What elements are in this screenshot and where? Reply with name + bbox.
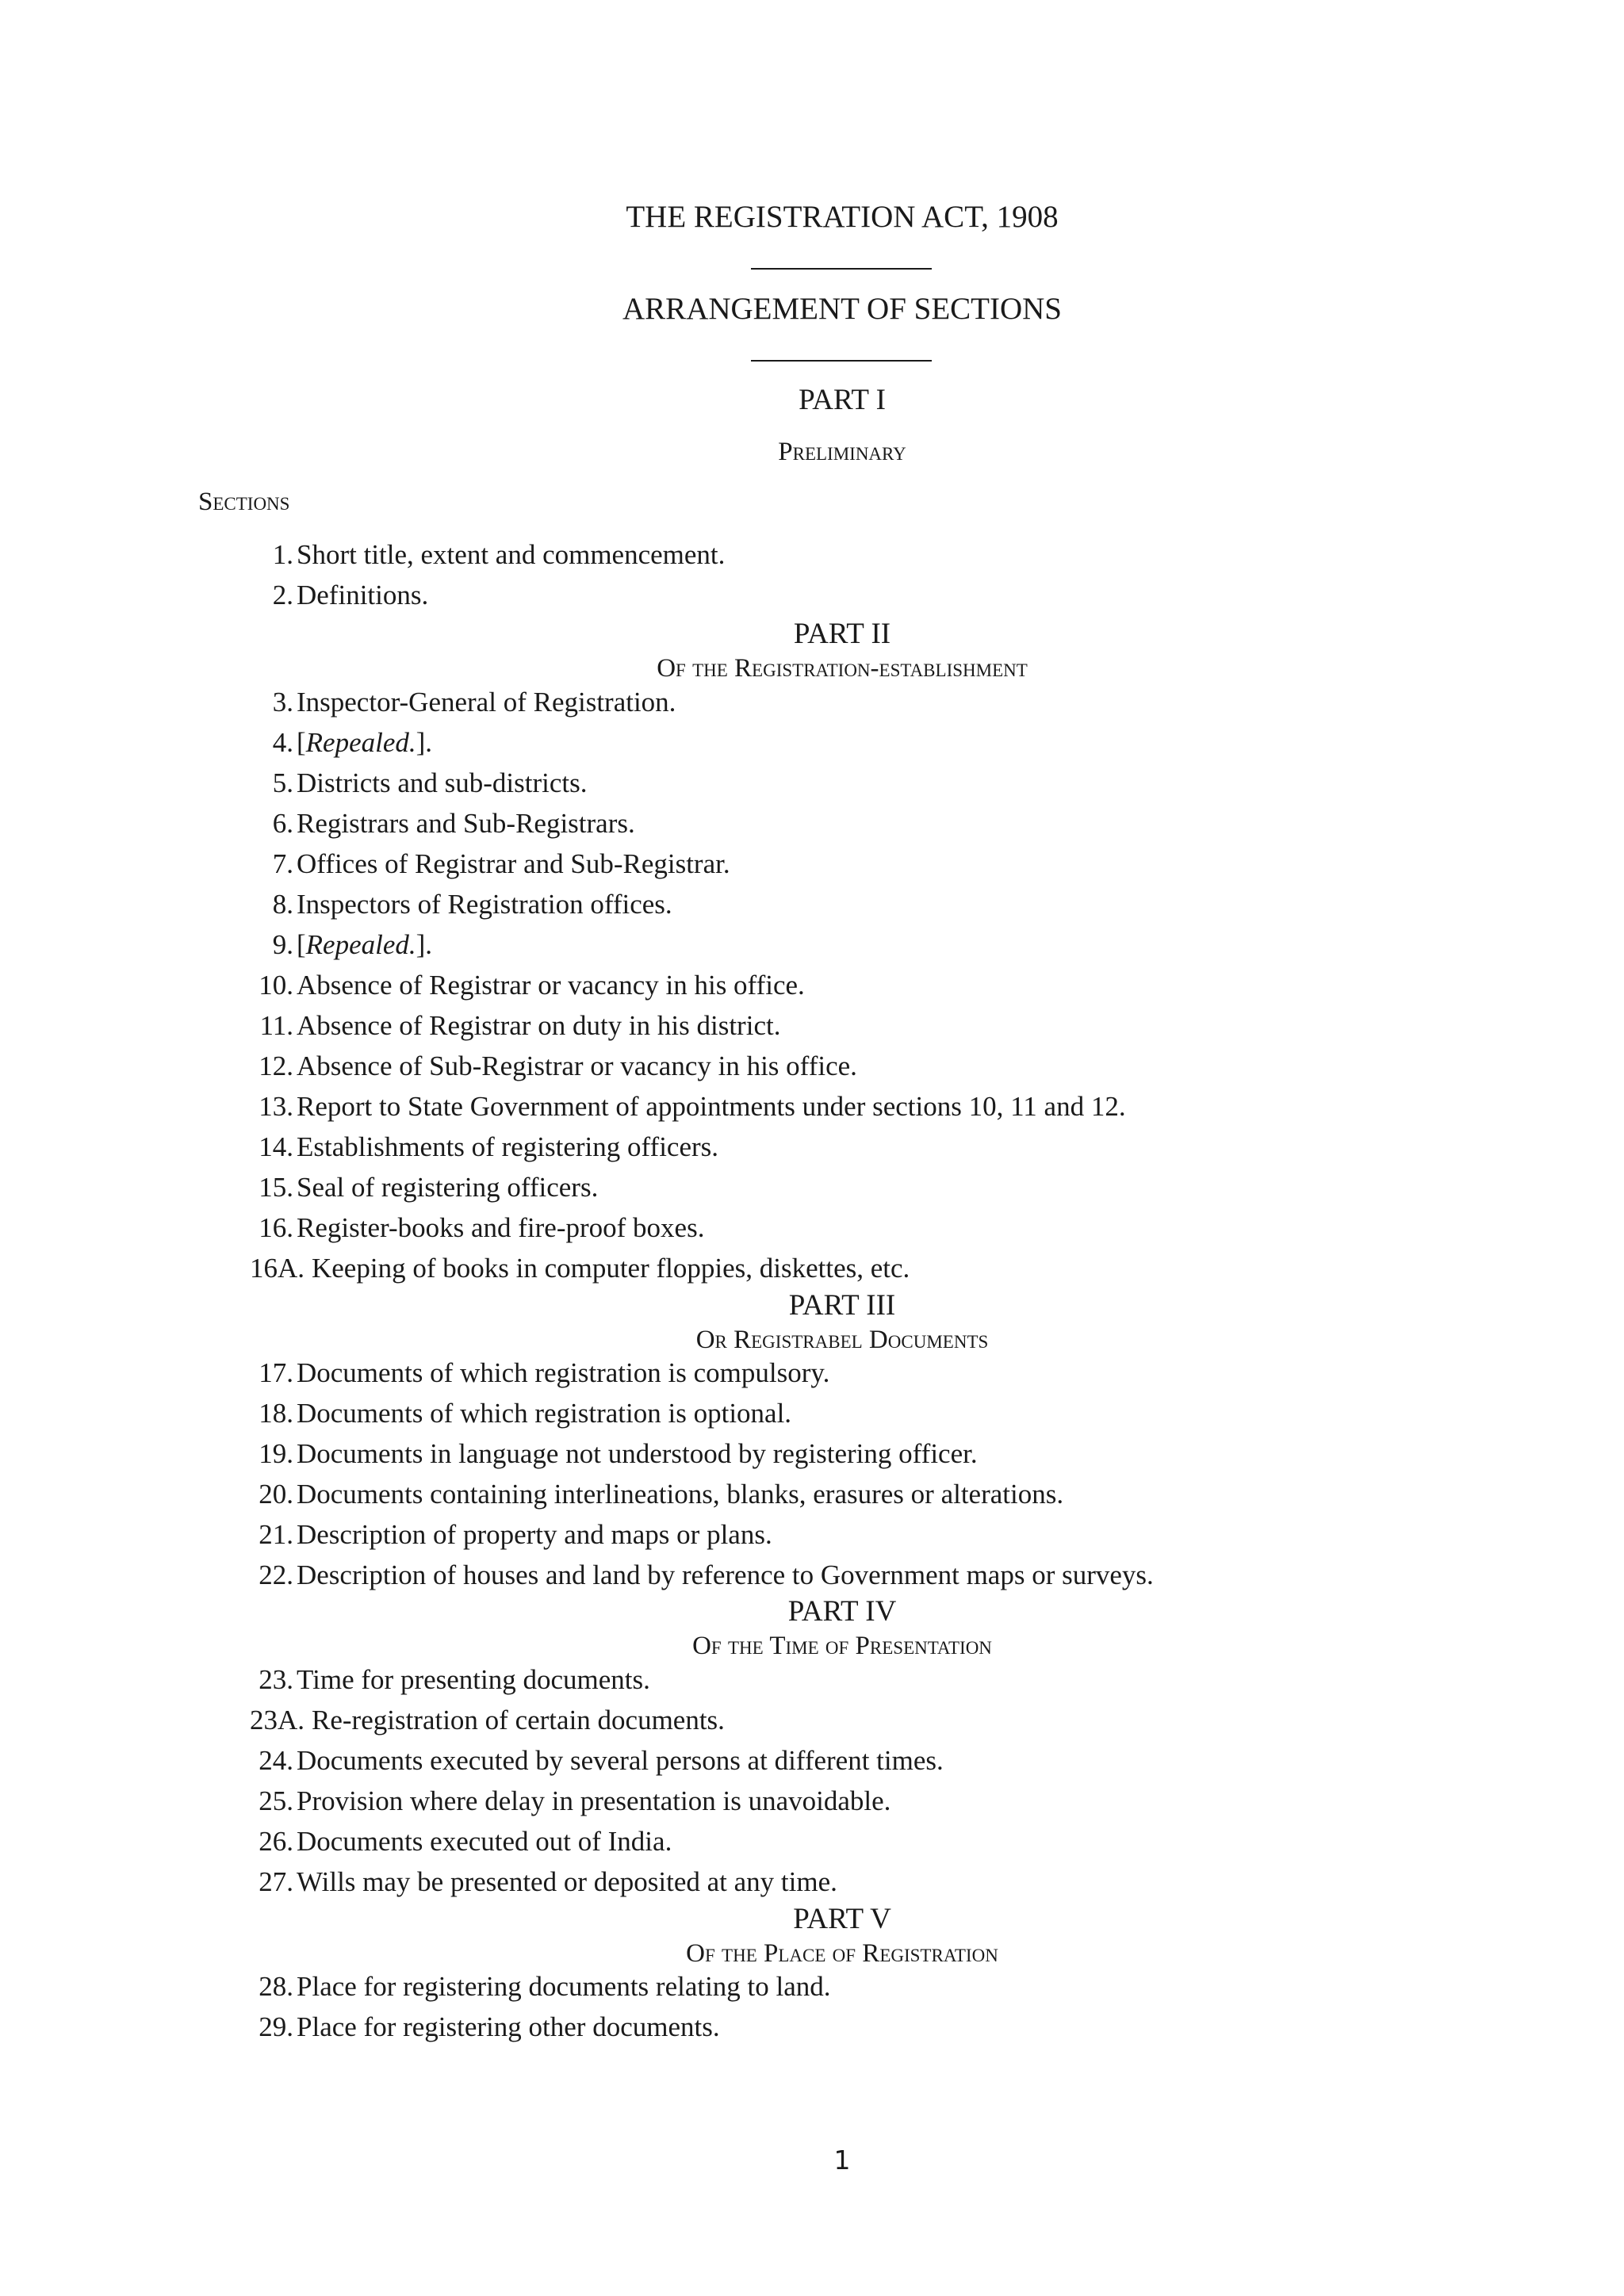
section-number: 2. bbox=[272, 580, 293, 610]
section-title: Documents of which registration is optional. bbox=[297, 1398, 792, 1429]
section-title: Place for registering other documents. bbox=[297, 2011, 720, 2042]
section-title: Documents containing interlineations, blanks, erasures or alterations. bbox=[297, 1479, 1064, 1510]
section-title: Inspectors of Registration offices. bbox=[297, 889, 672, 920]
section-number: 25. bbox=[259, 1785, 293, 1816]
section-title: Place for registering documents relating to land. bbox=[297, 1971, 831, 2002]
section-number: 16A. bbox=[250, 1253, 305, 1284]
section-title-italic: Repealed. bbox=[305, 727, 416, 758]
section-title: Keeping of books in computer floppies, diskettes, etc. bbox=[312, 1253, 910, 1284]
part-heading: PART II bbox=[793, 618, 891, 650]
section-number: 11. bbox=[259, 1010, 293, 1041]
section-title-italic: Repealed. bbox=[305, 929, 416, 960]
section-number: 13. bbox=[259, 1091, 293, 1122]
section-number: 28. bbox=[259, 1971, 293, 2002]
section-title: Re-registration of certain documents. bbox=[312, 1705, 725, 1735]
arrangement-heading: ARRANGEMENT OF SECTIONS bbox=[622, 292, 1062, 326]
act-title: THE REGISTRATION ACT, 1908 bbox=[626, 200, 1059, 234]
part-heading: PART III bbox=[788, 1289, 896, 1322]
page-number: 1 bbox=[833, 2145, 851, 2175]
section-title-open: [ bbox=[297, 929, 306, 960]
section-title: Documents executed by several persons at different times. bbox=[297, 1745, 944, 1776]
section-title: Wills may be presented or deposited at any time. bbox=[297, 1866, 837, 1897]
section-title: Report to State Government of appointments under sections 10, 11 and 12. bbox=[297, 1091, 1126, 1122]
section-number: 17. bbox=[259, 1357, 293, 1388]
section-title: Provision where delay in presentation is unavoidable. bbox=[297, 1785, 891, 1816]
section-number: 26. bbox=[259, 1826, 293, 1857]
section-number: 24. bbox=[259, 1745, 293, 1776]
section-number: 10. bbox=[259, 970, 293, 1001]
section-number: 21. bbox=[259, 1519, 293, 1550]
section-number: 27. bbox=[259, 1866, 293, 1897]
section-title: Short title, extent and commencement. bbox=[297, 539, 726, 570]
section-number: 3. bbox=[272, 687, 293, 718]
section-title: Inspector-General of Registration. bbox=[297, 687, 676, 718]
section-number: 18. bbox=[259, 1398, 293, 1429]
section-title: Description of property and maps or plans. bbox=[297, 1519, 772, 1550]
section-title: Absence of Registrar or vacancy in his office. bbox=[297, 970, 805, 1001]
part-subtitle: Or Registrabel Documents bbox=[695, 1326, 989, 1354]
title-divider bbox=[751, 268, 932, 270]
section-number: 15. bbox=[259, 1172, 293, 1203]
sections-label: Sections bbox=[198, 488, 290, 516]
section-title: Seal of registering officers. bbox=[297, 1172, 599, 1203]
section-number: 4. bbox=[272, 727, 293, 758]
part-subtitle: Of the Place of Registration bbox=[686, 1939, 998, 1968]
section-title: Registrars and Sub-Registrars. bbox=[297, 808, 635, 839]
section-number: 1. bbox=[272, 539, 293, 570]
section-title: Description of houses and land by reference to Government maps or surveys. bbox=[297, 1559, 1154, 1590]
section-number: 20. bbox=[259, 1479, 293, 1510]
section-number: 5. bbox=[272, 767, 293, 798]
section-number: 22. bbox=[259, 1559, 293, 1590]
part-subtitle: Of the Time of Presentation bbox=[692, 1632, 992, 1660]
section-number: 23. bbox=[259, 1664, 293, 1695]
section-title bbox=[297, 928, 432, 962]
section-title-open: [ bbox=[297, 727, 306, 758]
section-title: Absence of Sub-Registrar or vacancy in his office. bbox=[297, 1050, 857, 1081]
section-number: 12. bbox=[259, 1050, 293, 1081]
section-title bbox=[297, 725, 432, 760]
section-title: Documents in language not understood by registering officer. bbox=[297, 1438, 978, 1469]
section-title: Districts and sub-districts. bbox=[297, 767, 588, 798]
arrangement-divider bbox=[751, 360, 932, 362]
section-title: Time for presenting documents. bbox=[297, 1664, 650, 1695]
section-title: Documents executed out of India. bbox=[297, 1826, 672, 1857]
section-number: 16. bbox=[259, 1212, 293, 1243]
section-title: Absence of Registrar on duty in his district. bbox=[297, 1010, 781, 1041]
section-title-close: ]. bbox=[416, 727, 433, 758]
section-title: Offices of Registrar and Sub-Registrar. bbox=[297, 848, 730, 879]
part-subtitle: Preliminary bbox=[778, 438, 906, 466]
section-number: 29. bbox=[259, 2011, 293, 2042]
section-title-close: ]. bbox=[416, 929, 433, 960]
section-title: Register-books and fire-proof boxes. bbox=[297, 1212, 705, 1243]
part-heading: PART IV bbox=[787, 1595, 897, 1628]
section-number: 9. bbox=[272, 929, 293, 960]
section-number: 8. bbox=[272, 889, 293, 920]
section-title: Definitions. bbox=[297, 580, 429, 610]
section-title: Establishments of registering officers. bbox=[297, 1131, 719, 1162]
section-number: 7. bbox=[272, 848, 293, 879]
part-heading: PART V bbox=[793, 1903, 891, 1935]
section-title: Documents of which registration is compulsory. bbox=[297, 1357, 830, 1388]
part-heading: PART I bbox=[799, 384, 886, 416]
section-number: 6. bbox=[272, 808, 293, 839]
section-number: 14. bbox=[259, 1131, 293, 1162]
section-number: 19. bbox=[259, 1438, 293, 1469]
section-number: 23A. bbox=[250, 1705, 305, 1735]
part-subtitle: Of the Registration-establishment bbox=[657, 654, 1028, 683]
